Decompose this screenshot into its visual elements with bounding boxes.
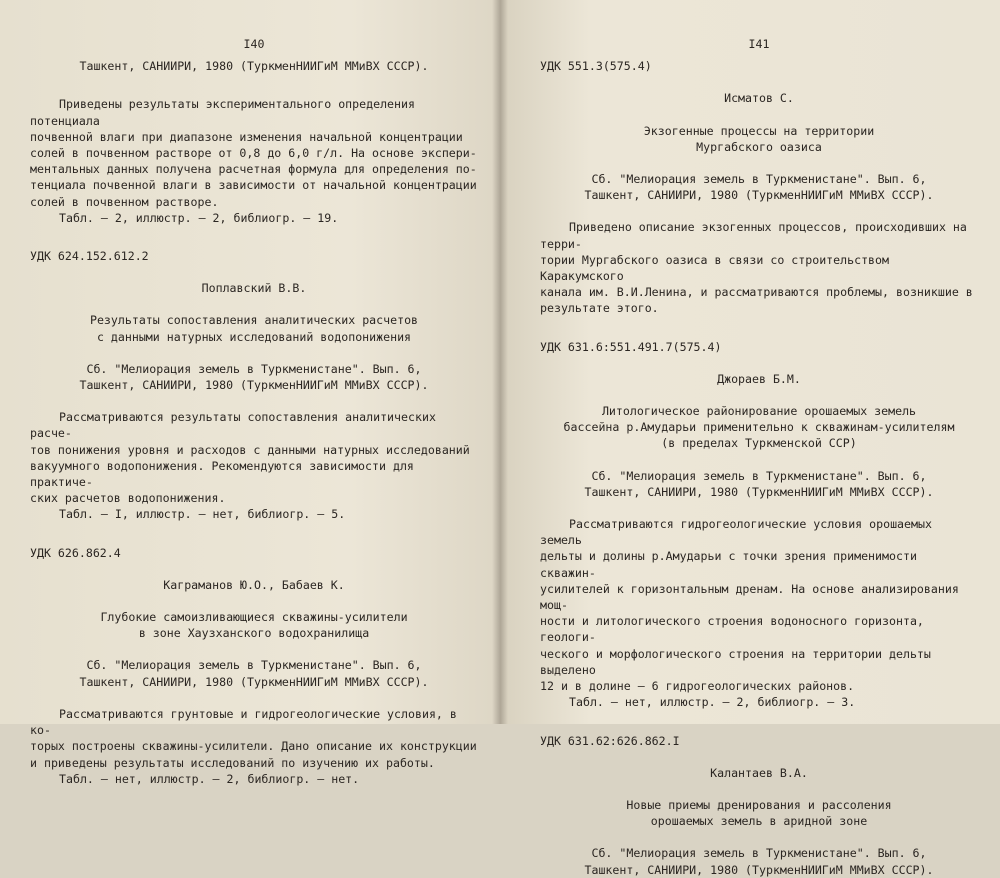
source-line: Ташкент, САНИИРИ, 1980 (ТуркменНИИГиМ ММиВХ СССР). — [584, 484, 934, 499]
abstract-line: ческого и морфологического строения на территории дельты выделено — [540, 646, 931, 677]
author: Джораев Б.М. — [717, 371, 801, 386]
page-number: I41 — [748, 37, 770, 51]
abstract-line: результате этого. — [540, 301, 659, 316]
abstract — [30, 96, 478, 209]
abstract-line: почвенной влаги при диапазоне изменения начальной концентрации — [30, 129, 463, 144]
source-line: Ташкент, САНИИРИ, 1980 (ТуркменНИИГиМ ММиВХ СССР). — [584, 862, 934, 877]
abstract-line: тенциала почвенной влаги в зависимости от начальной концентрации — [30, 178, 477, 193]
abstract-line: Приведено описание экзогенных процессов, происходивших на терри- — [540, 220, 967, 251]
abstract-line: солей в почвенном растворе от 0,8 до 6,0 г/л. На основе экспери- — [30, 146, 477, 161]
source-line: Сб. "Мелиорация земель в Туркменистане". Вып. 6, — [591, 468, 927, 483]
page-number: I40 — [243, 37, 265, 51]
abstract-line: 12 и в долине – 6 гидрогеологических районов. — [540, 679, 855, 694]
author: Каграманов Ю.О., Бабаев К. — [163, 577, 345, 592]
stats-line: Табл. – нет, иллюстр. – 2, библиогр. – 3. — [569, 695, 856, 710]
author: Калантаев В.А. — [710, 765, 808, 780]
abstract-line: тов понижения уровня и расходов с данными натурных исследований — [30, 442, 470, 457]
abstract-line: Рассматриваются грунтовые и гидрогеологические условия, в ко- — [30, 706, 457, 738]
entry-title-line: в зоне Хаузханского водохранилища — [138, 626, 370, 641]
entry-title-line: (в пределах Туркменской ССР) — [661, 436, 857, 451]
entry-title-line: Экзогенные процессы на территории — [643, 123, 875, 138]
right-page — [500, 0, 1000, 877]
source-line: Ташкент, САНИИРИ, 1980 (ТуркменНИИГиМ ММиВХ СССР). — [584, 188, 934, 203]
stats-line: Табл. – нет, иллюстр. – 2, библиогр. – нет. — [59, 771, 360, 786]
source-line: Сб. "Мелиорация земель в Туркменистане". Вып. 6, — [591, 172, 927, 187]
bibliographic-entry — [540, 733, 978, 878]
udk-code: УДК 631.62:626.862.I — [540, 733, 680, 748]
udk-code: УДК 551.3(575.4) — [540, 59, 652, 74]
source-line: Сб. "Мелиорация земель в Туркменистане". Вып. 6, — [86, 361, 422, 376]
author: Исматов С. — [724, 91, 794, 106]
abstract-line: дельты и долины р.Амударьи с точки зрения применимости скважин- — [540, 549, 917, 580]
abstract-line: ности и литологического строения водоносного горизонта, геологи- — [540, 614, 924, 645]
abstract-line: вакуумного водопонижения. Рекомендуются зависимости для практиче- — [30, 458, 414, 490]
source-line: Сб. "Мелиорация земель в Туркменистане". Вып. 6, — [86, 658, 422, 673]
entry-title-line: Глубокие самоизливающиеся скважины-усилители — [100, 610, 408, 625]
abstract-line: Приведены результаты экспериментального определения потенциала — [30, 97, 415, 128]
bibliographic-entry — [540, 339, 978, 711]
entry-title-line: Новые приемы дренирования и рассоления — [626, 797, 892, 812]
abstract-line: и приведены результаты исследований по изучению их работы. — [30, 755, 435, 770]
udk-code: УДК 624.152.612.2 — [30, 249, 149, 264]
left-page — [0, 0, 500, 786]
source-line: Ташкент, САНИИРИ, 1980 (ТуркменНИИГиМ ММиВХ СССР). — [79, 378, 429, 393]
source-line: Ташкент, САНИИРИ, 1980 (ТуркменНИИГиМ ММиВХ СССР). — [79, 59, 429, 74]
udk-code: УДК 631.6:551.491.7(575.4) — [540, 339, 722, 354]
entry-title-line: Литологическое районирование орошаемых земель — [601, 404, 917, 419]
entry-title-line: орошаемых земель в аридной зоне — [650, 814, 868, 829]
entry-title-line: Мургабского оазиса — [696, 139, 822, 154]
bibliographic-entry — [30, 248, 478, 523]
abstract-line: тории Мургабского оазиса в связи со строительством Каракумского — [540, 252, 890, 284]
entry-title-line: бассейна р.Амударьи применительно к скважинам-усилителям — [563, 420, 955, 435]
author: Поплавский В.В. — [201, 281, 307, 296]
bibliographic-entry — [540, 58, 978, 316]
abstract-line: Рассматриваются гидрогеологические условия орошаемых земель — [540, 517, 932, 548]
abstract-line: торых построены скважины-усилители. Дано описание их конструкции — [30, 739, 477, 754]
source-line: Ташкент, САНИИРИ, 1980 (ТуркменНИИГиМ ММиВХ СССР). — [79, 674, 429, 689]
stats-line: Табл. – I, иллюстр. – нет, библиогр. – 5. — [59, 507, 346, 522]
abstract-line: Рассматриваются результаты сопоставления аналитических расче- — [30, 410, 436, 441]
abstract-line: солей в почвенном растворе. — [30, 194, 219, 209]
source-line: Сб. "Мелиорация земель в Туркменистане". Вып. 6, — [591, 846, 927, 861]
udk-code: УДК 626.862.4 — [30, 545, 121, 560]
stats-line: Табл. – 2, иллюстр. – 2, библиогр. – 19. — [59, 210, 339, 225]
bibliographic-entry — [30, 545, 478, 787]
abstract-line: ментальных данных получена расчетная формула для определения по- — [30, 162, 477, 177]
abstract-line: усилителей к горизонтальным дренам. На основе анализирования мощ- — [540, 581, 959, 613]
entry-title-line: Результаты сопоставления аналитических расчетов — [89, 313, 419, 328]
entry-title-line: с данными натурных исследований водопонижения — [96, 329, 412, 344]
abstract-line: канала им. В.И.Ленина, и рассматриваются проблемы, возникшие в — [540, 285, 973, 300]
abstract-line: ских расчетов водопонижения. — [30, 491, 226, 506]
